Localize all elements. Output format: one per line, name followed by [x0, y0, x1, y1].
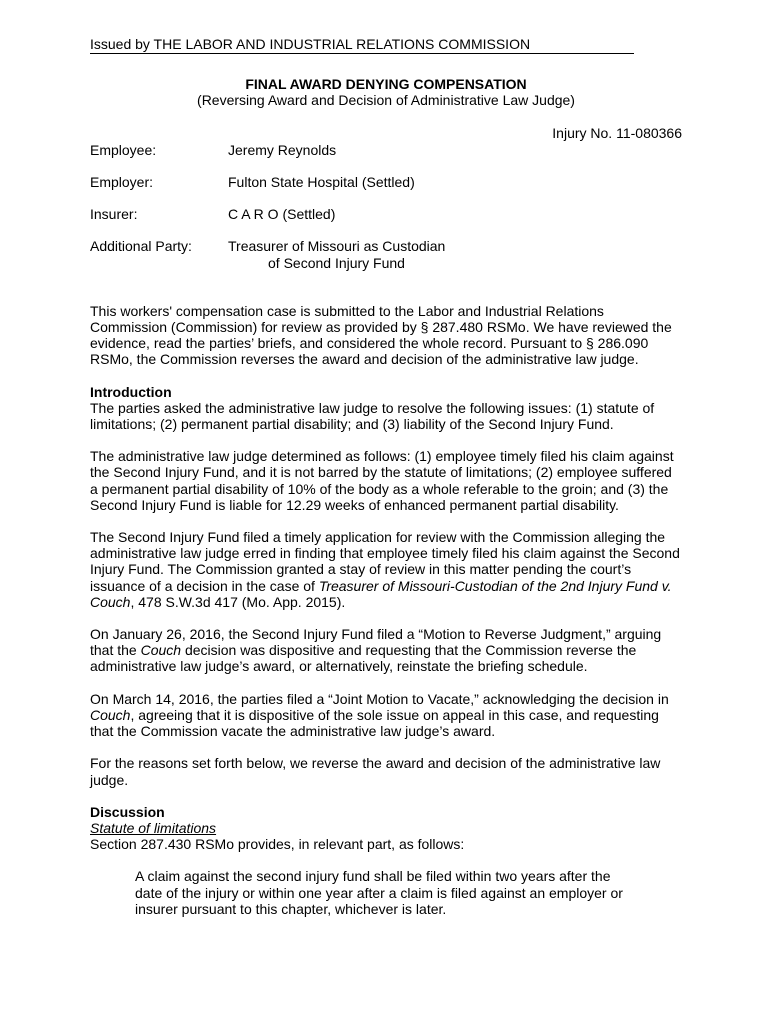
party-value-continuation: of Second Injury Fund	[268, 254, 405, 271]
party-value: Jeremy Reynolds	[228, 141, 337, 158]
party-value: C A R O (Settled)	[228, 206, 336, 223]
case-citation: Couch	[90, 706, 131, 723]
discussion-heading: Discussion	[90, 803, 165, 820]
party-row-insurer	[90, 206, 682, 222]
discussion-paragraph-1: Section 287.430 RSMo provides, in relevant part, as follows:	[90, 836, 465, 853]
issued-by-header: Issued by THE LABOR AND INDUSTRIAL RELATIONS COMMISSION	[90, 36, 634, 54]
award-title: FINAL AWARD DENYING COMPENSATION	[245, 76, 527, 93]
text-run: On January 26, 2016, the Second Injury Fund filed a “Motion to Reverse Judgment,” arguing that the	[90, 626, 662, 659]
party-label: Employer:	[90, 174, 154, 191]
award-subtitle: (Reversing Award and Decision of Administrative Law Judge)	[197, 92, 575, 109]
text-run: , agreeing that it is dispositive of the sole issue on appeal in this case, and requesting that the Commission vacate the administrative law judge’s award.	[90, 706, 659, 740]
introduction-paragraph-3	[90, 529, 682, 610]
introduction-paragraph-1: The parties asked the administrative law judge to resolve the following issues: (1) statute of limitations; (2) permanent partial disability; and (3) liability of the Second Injury Fund.	[90, 399, 655, 433]
party-label: Insurer:	[90, 206, 138, 223]
text-run: On March 14, 2016, the parties filed a “Joint Motion to Vacate,” acknowledging the decision in	[90, 690, 669, 707]
introduction-paragraph-6: For the reasons set forth below, we reverse the award and decision of the administrative law judge.	[90, 755, 661, 788]
party-row-employee	[90, 142, 682, 158]
introduction-heading: Introduction	[90, 383, 172, 400]
text-run: The Second Injury Fund filed a timely application for review with the Commission alleging the administrative law judge erred in finding that employee timely filed his claim against the Second Injury Fund. The Commission granted a stay of review in this matter pending the court’s issuance of a decision in the case of	[90, 529, 680, 594]
statute-quote: A claim against the second injury fund shall be filed within two years after the date of the injury or within one year after a claim is filed against an employer or insurer pursuant to this chapter, whichever is later.	[135, 868, 623, 917]
case-citation: Treasurer of Missouri-Custodian of the 2nd Injury Fund v. Couch	[90, 577, 672, 610]
party-label: Employee:	[90, 141, 157, 158]
text-run: decision was dispositive and requesting that the Commission reverse the administrative law judge’s award, or alternatively, reinstate the briefing schedule.	[90, 642, 637, 675]
party-row-employer	[90, 174, 682, 190]
party-value: Treasurer of Missouri as Custodian	[228, 238, 446, 255]
introduction-paragraph-2: The administrative law judge determined as follows: (1) employee timely filed his claim against the Second Injury Fund, and it is not barred by the statute of limitations; (2) employee suffered a permanent partial disability of 10% of the body as a whole referable to the groin; and (3) the Second Injury Fund is liable for 12.29 weeks of enhanced permanent partial disability.	[90, 448, 674, 513]
introduction-paragraph-4	[90, 626, 682, 675]
introduction-paragraph-5	[90, 691, 682, 740]
injury-number: Injury No. 11-080366	[552, 124, 682, 141]
party-label: Additional Party:	[90, 238, 192, 255]
party-value-block	[228, 238, 682, 270]
party-row-additional	[90, 238, 682, 270]
statute-of-limitations-subheading: Statute of limitations	[90, 819, 217, 836]
text-run: , 478 S.W.3d 417 (Mo. App. 2015).	[130, 593, 346, 610]
party-value: Fulton State Hospital (Settled)	[228, 174, 415, 191]
intro-paragraph: This workers' compensation case is submitted to the Labor and Industrial Relations Commission (Commission) for review as provided by § 287.480 RSMo. We have reviewed the evidence, read the parties’ briefs, and considered the whole record. Pursuant to § 286.090 RSMo, the Commission reverses the award and decision of the administrative law judge.	[90, 302, 672, 368]
document-page	[90, 36, 682, 917]
case-citation: Couch	[140, 642, 182, 659]
